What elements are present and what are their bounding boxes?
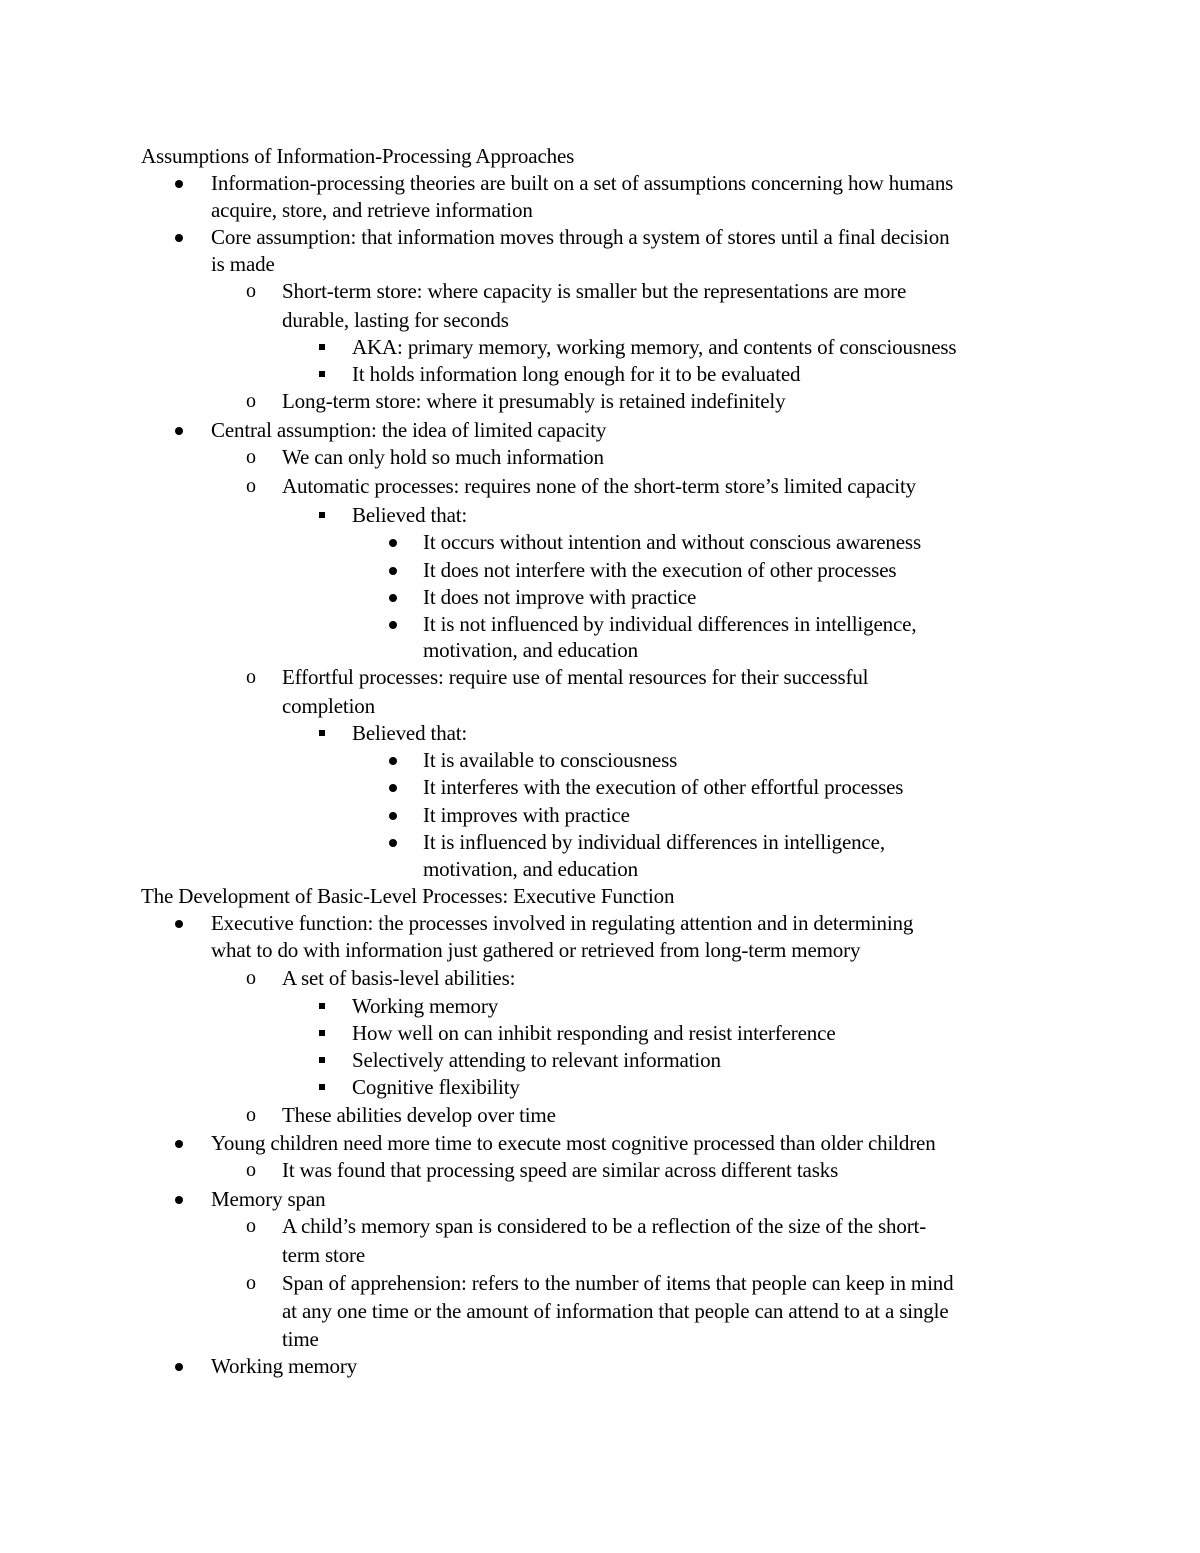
list-item: It holds information long enough for it to be evaluated — [352, 362, 801, 386]
bullet-circle-icon: o — [246, 666, 256, 688]
list-item: It is available to consciousness — [423, 748, 678, 772]
list-item-continuation: motivation, and education — [423, 857, 638, 881]
list-item: A set of basis-level abilities: — [282, 966, 516, 990]
list-item: Span of apprehension: refers to the number of items that people can keep in mind — [282, 1271, 954, 1295]
bullet-circle-icon: o — [246, 446, 256, 468]
list-item: Central assumption: the idea of limited capacity — [211, 418, 607, 442]
list-item-continuation: term store — [282, 1243, 366, 1267]
bullet-dot-icon — [175, 1140, 183, 1148]
list-item-continuation: acquire, store, and retrieve information — [211, 198, 533, 222]
bullet-circle-icon: o — [246, 1159, 256, 1181]
bullet-circle-icon: o — [246, 967, 256, 989]
list-item: It improves with practice — [423, 803, 630, 827]
section-heading: Assumptions of Information-Processing Approaches — [141, 144, 575, 168]
bullet-dot-icon — [175, 1363, 183, 1371]
list-item-continuation: what to do with information just gathered or retrieved from long-term memory — [211, 938, 861, 962]
list-item: Cognitive flexibility — [352, 1075, 520, 1099]
bullet-square-icon — [319, 1003, 325, 1009]
bullet-dot-icon — [389, 594, 397, 602]
bullet-dot-icon — [389, 757, 397, 765]
list-item: How well on can inhibit responding and resist interference — [352, 1021, 836, 1045]
list-item: Working memory — [352, 994, 499, 1018]
list-item: It interferes with the execution of other effortful processes — [423, 775, 904, 799]
bullet-circle-icon: o — [246, 390, 256, 412]
bullet-dot-icon — [175, 234, 183, 242]
list-item: AKA: primary memory, working memory, and contents of consciousness — [352, 335, 957, 359]
bullet-square-icon — [319, 730, 325, 736]
bullet-square-icon — [319, 1057, 325, 1063]
bullet-dot-icon — [175, 1196, 183, 1204]
list-item: These abilities develop over time — [282, 1103, 556, 1127]
bullet-circle-icon: o — [246, 1215, 256, 1237]
list-item: Memory span — [211, 1187, 326, 1211]
list-item: Short-term store: where capacity is smaller but the representations are more — [282, 279, 907, 303]
section-heading: The Development of Basic-Level Processes: Executive Function — [141, 884, 675, 908]
list-item: Automatic processes: requires none of the short-term store’s limited capacity — [282, 474, 917, 498]
list-item: Believed that: — [352, 721, 468, 745]
bullet-circle-icon: o — [246, 1104, 256, 1126]
list-item: Young children need more time to execute most cognitive processed than older children — [211, 1131, 936, 1155]
list-item: It occurs without intention and without conscious awareness — [423, 530, 921, 554]
bullet-dot-icon — [389, 812, 397, 820]
bullet-dot-icon — [175, 180, 183, 188]
bullet-square-icon — [319, 371, 325, 377]
list-item: Core assumption: that information moves through a system of stores until a final decision — [211, 225, 950, 249]
list-item: Working memory — [211, 1354, 358, 1378]
bullet-dot-icon — [175, 427, 183, 435]
bullet-dot-icon — [389, 567, 397, 575]
list-item: Information-processing theories are built on a set of assumptions concerning how humans — [211, 171, 954, 195]
bullet-circle-icon: o — [246, 280, 256, 302]
list-item: Selectively attending to relevant information — [352, 1048, 721, 1072]
bullet-dot-icon — [175, 920, 183, 928]
list-item: It was found that processing speed are similar across different tasks — [282, 1158, 839, 1182]
list-item-continuation: at any one time or the amount of information that people can attend to at a single — [282, 1299, 949, 1323]
list-item: It does not improve with practice — [423, 585, 697, 609]
bullet-dot-icon — [389, 839, 397, 847]
list-item: It is not influenced by individual differences in intelligence, — [423, 612, 917, 636]
list-item: Believed that: — [352, 503, 468, 527]
bullet-dot-icon — [389, 621, 397, 629]
list-item-continuation: time — [282, 1327, 319, 1351]
bullet-square-icon — [319, 1030, 325, 1036]
list-item: Effortful processes: require use of mental resources for their successful — [282, 665, 869, 689]
list-item: We can only hold so much information — [282, 445, 604, 469]
bullet-square-icon — [319, 344, 325, 350]
list-item-continuation: is made — [211, 252, 275, 276]
list-item-continuation: motivation, and education — [423, 638, 638, 662]
list-item-continuation: completion — [282, 694, 375, 718]
bullet-square-icon — [319, 512, 325, 518]
list-item-continuation: durable, lasting for seconds — [282, 308, 509, 332]
list-item: Long-term store: where it presumably is retained indefinitely — [282, 389, 786, 413]
bullet-circle-icon: o — [246, 1272, 256, 1294]
bullet-circle-icon: o — [246, 475, 256, 497]
list-item: Executive function: the processes involved in regulating attention and in determining — [211, 911, 914, 935]
list-item: It does not interfere with the execution of other processes — [423, 558, 897, 582]
list-item: It is influenced by individual differences in intelligence, — [423, 830, 885, 854]
bullet-dot-icon — [389, 539, 397, 547]
list-item: A child’s memory span is considered to be a reflection of the size of the short- — [282, 1214, 927, 1238]
bullet-dot-icon — [389, 784, 397, 792]
bullet-square-icon — [319, 1084, 325, 1090]
